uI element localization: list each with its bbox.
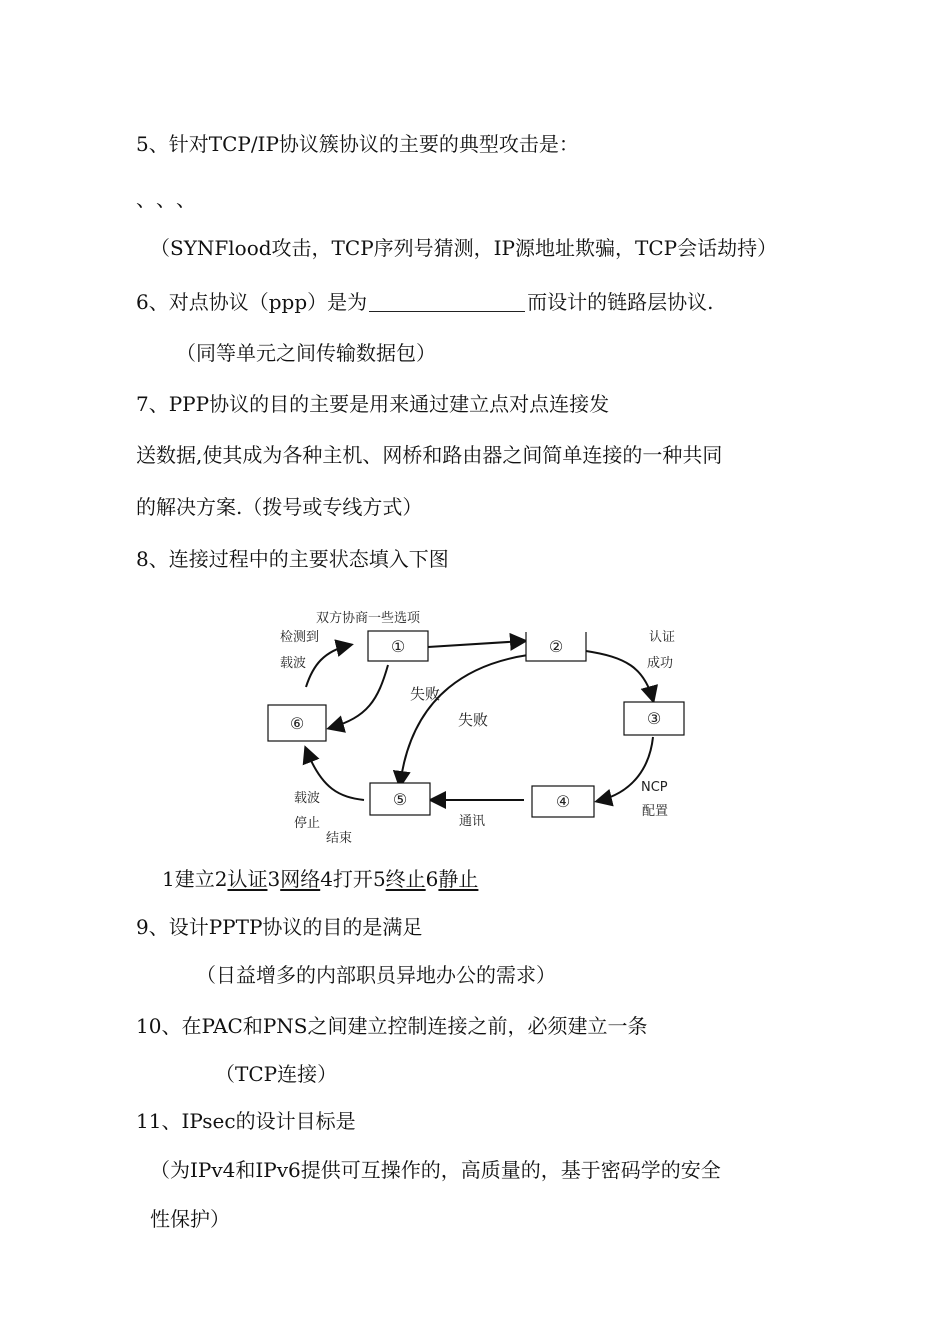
q8-answer-4: 4打开 [320,867,373,891]
q8-answer-6-num: 6 [425,867,439,891]
q5-answer: （SYNFlood攻击，TCP序列号猜测，IP源地址欺骗，TCP会话劫持） [150,236,778,260]
label-negotiate: 双方协商一些选项 [316,611,421,626]
q9-question: 9、设计PPTP协议的目的是满足 [136,915,423,939]
state-5: ⑤ [392,790,408,809]
label-fail-2: 失败 [458,711,489,729]
state-4: ④ [555,792,571,811]
label-end: 结束 [326,831,353,846]
state-1: ① [390,637,406,656]
label-ncp-2: 配置 [642,804,669,819]
arrow-1-2 [428,641,524,647]
q6-question-after: 而设计的链路层协议. [527,290,714,314]
q9-answer: （日益增多的内部职员异地办公的需求） [196,963,556,987]
label-fail-1: 失败 [410,685,441,703]
q8-answer-2-num: 2 [214,867,228,891]
q11-answer-2: 性保护） [150,1207,230,1231]
q7-line3: 的解决方案.（拨号或专线方式） [136,495,423,519]
q7-line1: 7、PPP协议的目的主要是用来通过建立点对点连接发 [136,392,610,416]
label-stop-1: 载波 [294,791,321,806]
q6-blank [369,291,525,312]
q6-question-before: 6、对点协议（ppp）是为 [136,290,368,314]
ppp-state-diagram [260,605,700,850]
arrow-1-6-fail [330,665,388,728]
q8-answer-5: 终止 [385,867,426,891]
label-ncp-1: NCP [641,780,668,795]
q8-answer-2: 认证 [227,867,268,891]
q6-answer: （同等单元之间传输数据包） [176,341,436,365]
arrow-6-1 [306,645,350,687]
q5-blanks: 、、、 [136,187,206,211]
label-auth-ok-2: 成功 [647,656,674,671]
q8-answer-3-num: 3 [267,867,281,891]
label-auth-ok-1: 认证 [649,630,676,645]
label-stop-2: 停止 [294,816,321,831]
q8-answer-1: 1建立 [162,867,215,891]
q11-question: 11、IPsec的设计目标是 [136,1109,356,1133]
q8-answer-6: 静止 [438,867,479,891]
label-detect-1: 检测到 [280,630,320,645]
state-2: ② [548,637,564,656]
q6-question [136,289,714,315]
q10-question: 10、在PAC和PNS之间建立控制连接之前，必须建立一条 [136,1014,648,1038]
state-3: ③ [646,709,662,728]
q7-line2: 送数据,使其成为各种主机、网桥和路由器之间简单连接的一种共同 [136,443,723,467]
q8-answer-5-num: 5 [372,867,386,891]
label-detect-2: 载波 [280,656,307,671]
label-comm: 通讯 [459,814,486,829]
state-6: ⑥ [289,714,305,733]
q11-answer-1: （为IPv4和IPv6提供可互操作的，高质量的，基于密码学的安全 [150,1158,721,1182]
q8-answer-3: 网络 [280,867,321,891]
q8-answer [162,866,478,892]
arrow-2-3 [586,651,653,700]
q5-question: 5、针对TCP/IP协议簇协议的主要的典型攻击是： [136,132,579,156]
q8-question: 8、连接过程中的主要状态填入下图 [136,547,449,571]
q10-answer: （TCP连接） [215,1062,338,1086]
